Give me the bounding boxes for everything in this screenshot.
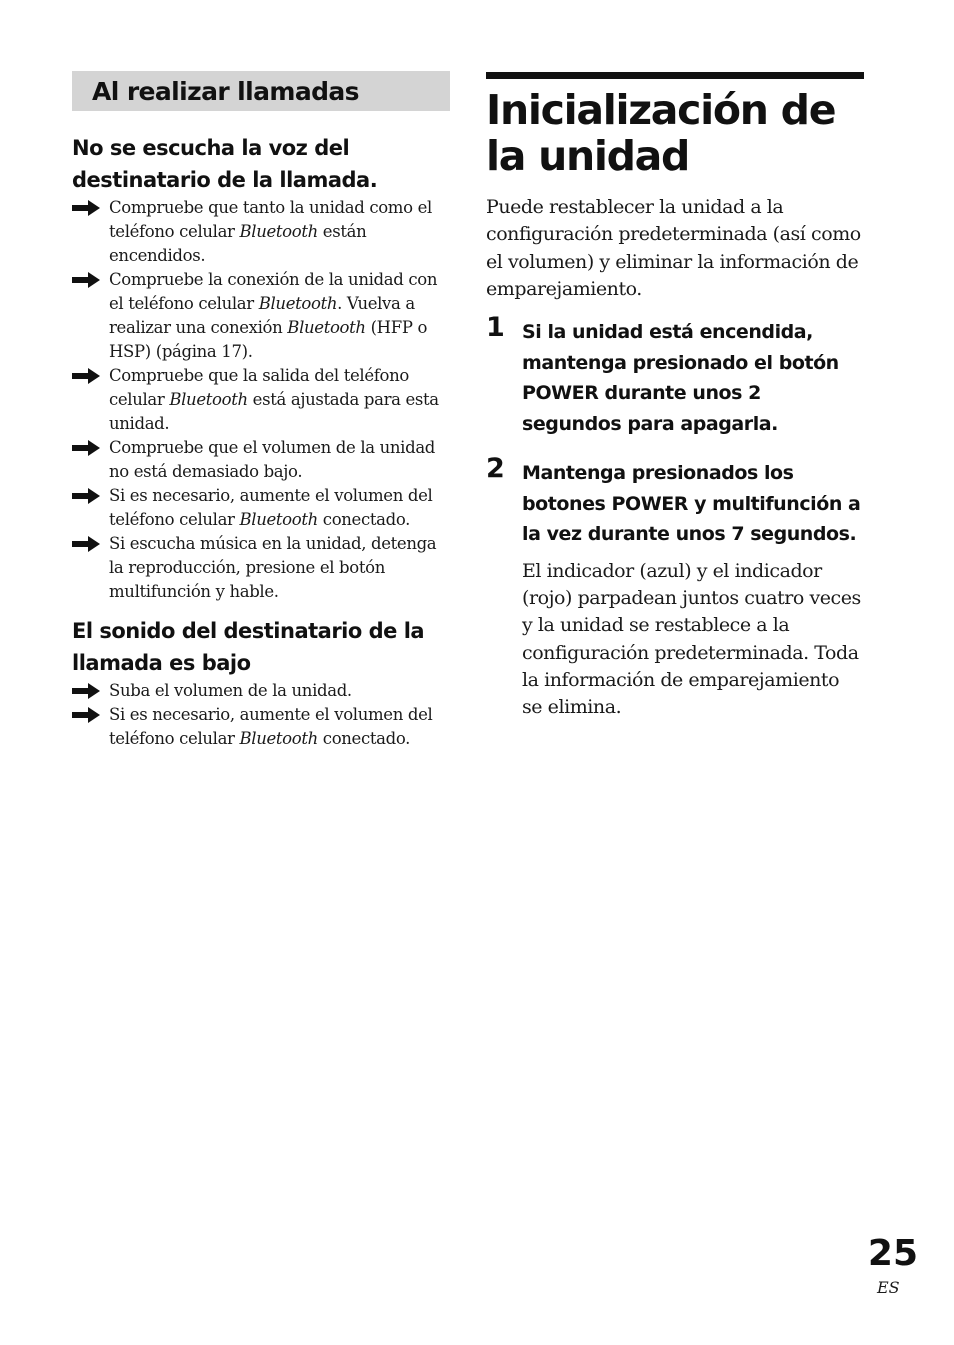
step-1: [486, 312, 864, 439]
left-column: [72, 71, 450, 751]
arrow-right-icon: [72, 200, 100, 216]
step-number: 2: [486, 453, 505, 485]
step-description: El indicador (azul) y el indicador (rojo) parpadean juntos cuatro veces y la unidad se restablece a la configuración predeterminada. Toda la información de emparejamiento se elimina.: [522, 559, 861, 719]
arrow-right-icon: [72, 707, 100, 723]
list-item: Si es necesario, aumente el volumen del teléfono celular Bluetooth conectado.: [72, 703, 450, 751]
list-item: Si escucha música en la unidad, detenga la reproducción, presione el botón multifunción y hable.: [72, 532, 450, 604]
section-header-band: [72, 71, 450, 111]
step-number: 1: [486, 312, 505, 344]
step-instruction: Si la unidad está encendida, mantenga presionado el botón POWER durante unos 2 segundos para apagarla.: [522, 321, 839, 435]
arrow-right-icon: [72, 440, 100, 456]
list-item: Compruebe que el volumen de la unidad no está demasiado bajo.: [72, 436, 450, 484]
arrow-right-icon: [72, 272, 100, 288]
list-item: Suba el volumen de la unidad.: [72, 679, 450, 703]
step-instruction: Mantenga presionados los botones POWER y multifunción a la vez durante unos 7 segundos.: [522, 462, 861, 546]
arrow-right-icon: [72, 536, 100, 552]
page-number: 25: [867, 1233, 918, 1274]
intro-paragraph: Puede restablecer la unidad a la configuración predeterminada (así como el volumen) y eliminar la información de emparejamiento.: [486, 196, 861, 300]
bullet-list-low-sound: [72, 679, 450, 751]
list-item: Compruebe que la salida del teléfono celular Bluetooth está ajustada para esta unidad.: [72, 364, 450, 436]
step-2: [486, 453, 864, 721]
page-title: Inicialización de la unidad: [486, 86, 836, 180]
arrow-right-icon: [72, 488, 100, 504]
right-column: [486, 72, 864, 721]
bullet-list-no-voice: [72, 196, 450, 604]
subheading-no-voice: No se escucha la voz del destinatario de la llamada.: [72, 136, 378, 192]
list-item: Si es necesario, aumente el volumen del teléfono celular Bluetooth conectado.: [72, 484, 450, 532]
arrow-right-icon: [72, 368, 100, 384]
subheading-low-sound: El sonido del destinatario de la llamada es bajo: [72, 619, 425, 675]
list-item: Compruebe la conexión de la unidad con el teléfono celular Bluetooth. Vuelva a realizar una conexión Bluetooth (HFP o HSP) (página 17).: [72, 268, 450, 364]
list-item: Compruebe que tanto la unidad como el teléfono celular Bluetooth están encendidos.: [72, 196, 450, 268]
arrow-right-icon: [72, 683, 100, 699]
title-rule: [486, 72, 864, 79]
section-title: Al realizar llamadas: [92, 76, 359, 106]
language-code: ES: [877, 1278, 900, 1297]
